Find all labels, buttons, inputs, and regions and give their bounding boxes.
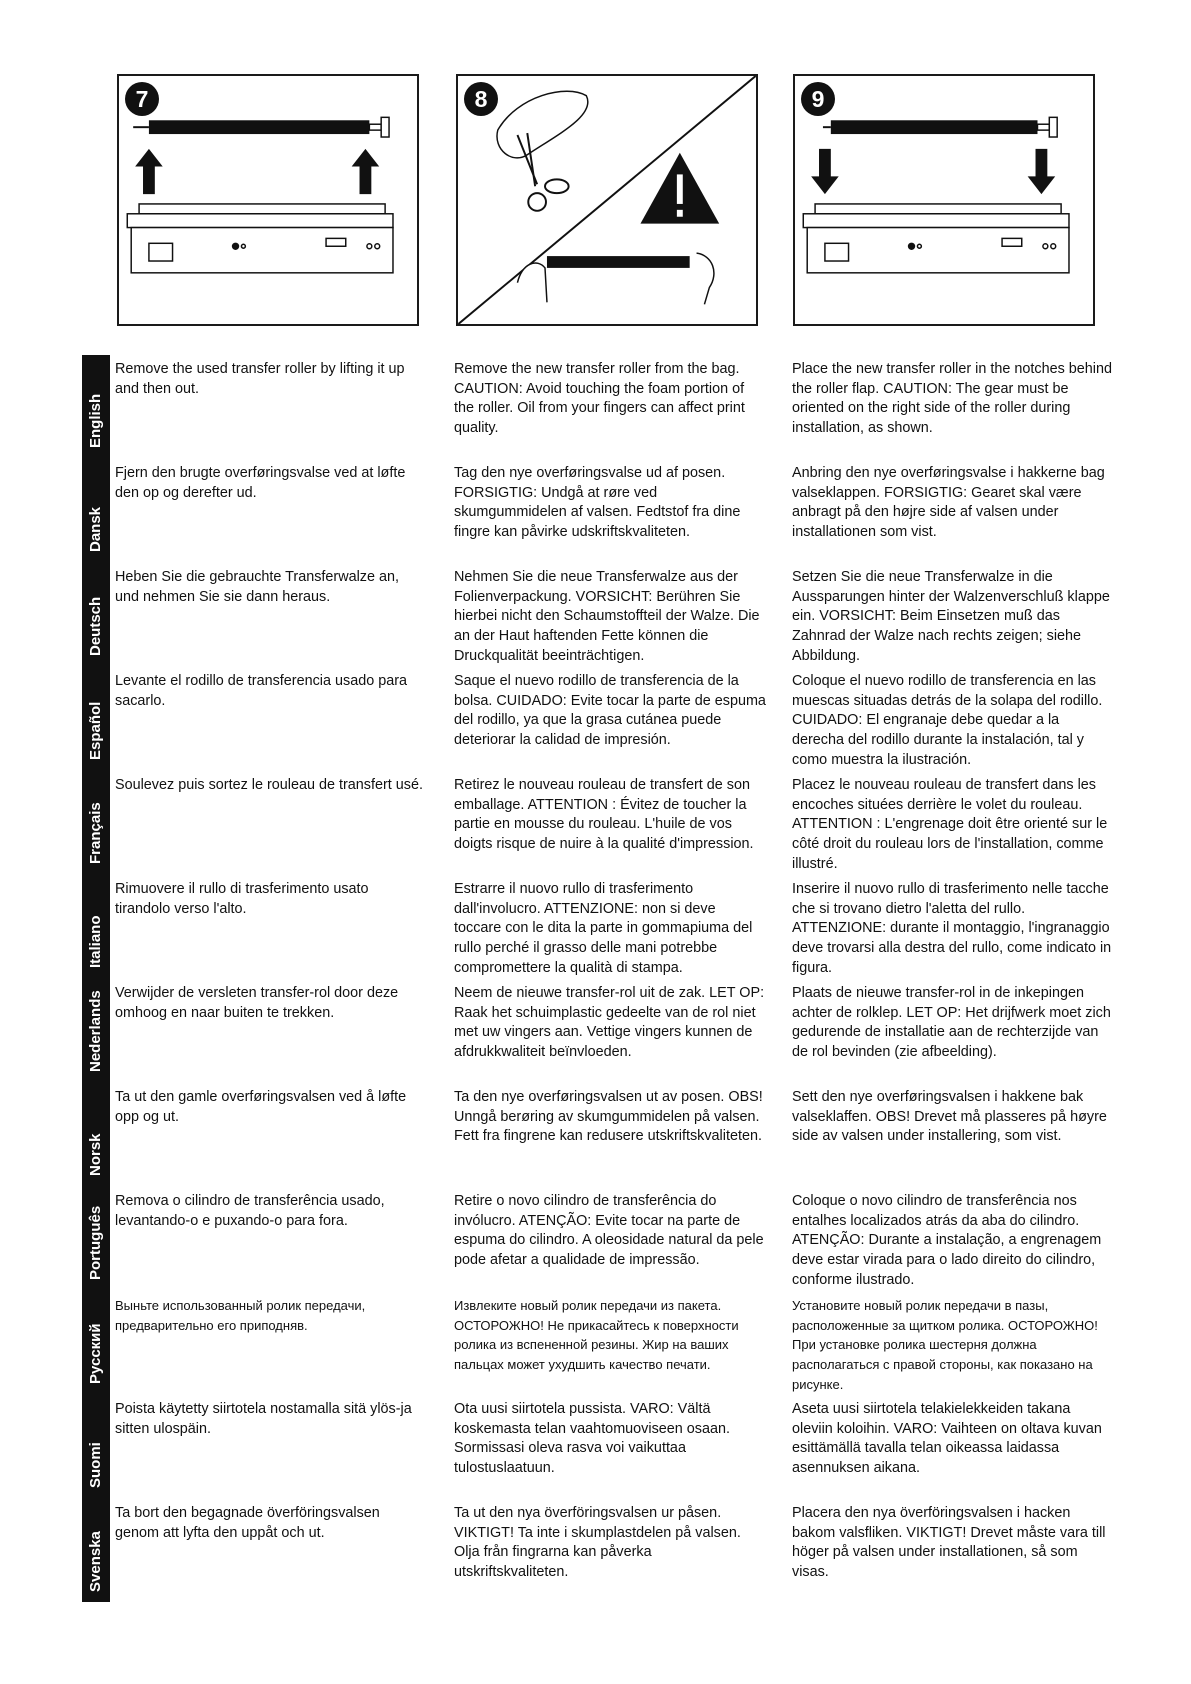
step-7-text: Ta bort den begagnade överföringsvalsen genom att lyfta den uppåt och ut. <box>115 1505 380 1541</box>
figure-step-8 <box>456 74 758 326</box>
step-7-text: Remove the used transfer roller by lifting it up and then out. <box>115 361 405 397</box>
bag-icon <box>497 91 588 158</box>
step-7-text: Fjern den brugte overføringsvalse ved at løfte den op og derefter ud. <box>115 465 406 501</box>
step-9-text: Coloque el nuevo rodillo de transferencia en las muescas situadas detrás de la solapa del rodillo. CUIDADO: El engranaje debe quedar a la derecha del rodillo durante la instalación, tal y como muestra la ilustración. <box>792 673 1103 768</box>
language-label: Deutsch <box>87 596 104 656</box>
down-arrow-icon <box>811 149 839 194</box>
step-7-text: Poista käytetty siirtotela nostamalla sitä ylös-ja sitten ulospäin. <box>115 1401 412 1437</box>
figure-step-9 <box>793 74 1095 326</box>
step-number-badge: 7 <box>125 82 159 116</box>
step-8-text: Ta den nye overføringsvalsen ut av posen. OBS! Unngå berøring av skumgummidelen på valsen. Fett fra fingrene kan redusere utskriftskvaliteten. <box>454 1089 763 1145</box>
step-9-text: Place the new transfer roller in the notches behind the roller flap. CAUTION: The gear must be oriented on the right side of the roller during installation, as shown. <box>792 361 1112 437</box>
transfer-roller <box>149 120 369 134</box>
roller-gear <box>381 117 389 137</box>
step-number-badge: 9 <box>801 82 835 116</box>
step-8-text: Saque el nuevo rodillo de transferencia de la bolsa. CUIDADO: Evite tocar la parte de espuma del rodillo, ya que la grasa cutánea puede deteriorar la calidad de impresión. <box>454 673 766 749</box>
step-7-text: Soulevez puis sortez le rouleau de transfert usé. <box>115 777 423 793</box>
step-7-text: Remova o cilindro de transferência usado, levantando-o e puxando-o para fora. <box>115 1193 385 1229</box>
step-8-text: Nehmen Sie die neue Transferwalze aus der Folienverpackung. VORSICHT: Berühren Sie hierbei nicht den Schaumstoffteil der Walze. Die an der Haut haftenden Fette können die Druckqualität beeinträchtigen. <box>454 569 760 664</box>
step-8-text: Tag den nye overføringsvalse ud af posen. FORSIGTIG: Undgå at røre ved skumgummidelen af valsen. Fedtstof fra dine fingre kan påvirke udskriftskvaliteten. <box>454 465 741 541</box>
step-number-badge: 8 <box>464 82 498 116</box>
step-8-text: Neem de nieuwe transfer-rol uit de zak. LET OP: Raak het schuimplastic gedeelte van de rol niet met uw vingers aan. Vettige vingers kunnen de afdrukkwaliteit beïnvloeden. <box>454 985 765 1061</box>
step-7-text: Rimuovere il rullo di trasferimento usato tirandolo verso l'alto. <box>115 881 369 917</box>
step-8-text: Remove the new transfer roller from the bag. CAUTION: Avoid touching the foam portion of the roller. Oil from your fingers can affect print quality. <box>454 361 745 437</box>
step-9-text: Aseta uusi siirtotela telakielekkeiden takana oleviin koloihin. VARO: Vaihteen on oltava kuvan esittämällä tavalla telan oikeassa laidassa asennuksen aikana. <box>792 1401 1102 1477</box>
hand-icon <box>697 253 714 304</box>
transfer-roller <box>547 256 690 268</box>
step-9-text: Placez le nouveau rouleau de transfert dans les encoches situées derrière le volet du rouleau. ATTENTION : L'engrenage doit être orienté sur le côté droit du rouleau lors de l'installation, comme illustré. <box>792 777 1108 872</box>
step-8-text: Извлеките новый ролик передачи из пакета. ОСТОРОЖНО! Не прикасайтесь к поверхности ролика из вспененной резины. Жир на ваших пальцах может ухудшить качество печати. <box>454 1298 739 1373</box>
install-roller-illustration <box>795 76 1093 324</box>
language-label: English <box>87 393 104 448</box>
step-9-text: Anbring den nye overføringsvalse i hakkerne bag valseklappen. FORSIGTIG: Gearet skal være anbragt på den højre side af valsen under installationen som vist. <box>792 465 1105 541</box>
language-label: Suomi <box>87 1442 104 1488</box>
language-label: Español <box>87 701 104 760</box>
step-7-text: Heben Sie die gebrauchte Transferwalze an, und nehmen Sie sie dann heraus. <box>115 569 399 605</box>
down-arrow-icon <box>1028 149 1056 194</box>
remove-roller-illustration <box>119 76 417 324</box>
step-9-text: Inserire il nuovo rullo di trasferimento nelle tacche che si trovano dietro l'aletta del rullo. ATTENZIONE: durante il montaggio, l'ingranaggio deve trovarsi alla destra del rullo, come indicato in figura. <box>792 881 1112 976</box>
up-arrow-icon <box>352 149 380 194</box>
transfer-roller <box>831 120 1038 134</box>
step-7-text: Ta ut den gamle overføringsvalsen ved å løfte opp og ut. <box>115 1089 407 1125</box>
step-7-text: Verwijder de versleten transfer-rol door deze omhoog en naar buiten te trekken. <box>115 985 399 1021</box>
language-label: Dansk <box>87 506 104 552</box>
language-label: Português <box>87 1205 104 1280</box>
unpack-roller-illustration <box>458 76 756 324</box>
step-8-text: Estrarre il nuovo rullo di trasferimento dall'involucro. ATTENZIONE: non si deve toccare con le dita la parte in gommapiuma del rullo perché il grasso delle mani potrebbe compromettere la qualità di stampa. <box>454 881 753 976</box>
step-8-text: Ota uusi siirtotela pussista. VARO: Vältä koskemasta telan vaahtomuoviseen osaan. Sormissasi oleva rasva voi vaikuttaa tulostuslaatuun. <box>454 1401 730 1477</box>
step-9-text: Установите новый ролик передачи в пазы, расположенные за щитком ролика. ОСТОРОЖНО! При установке ролика шестерня должна располагаться с правой стороны, как показано на рисунке. <box>792 1298 1098 1392</box>
step-7-text: Выньте использованный ролик передачи, предварительно его приподняв. <box>115 1298 366 1333</box>
step-8-text: Retire o novo cilindro de transferência do invólucro. ATENÇÃO: Evite tocar na parte de espuma do cilindro. A oleosidade natural da pele pode afetar a qualidade de impressão. <box>454 1193 764 1269</box>
figure-step-7 <box>117 74 419 326</box>
step-9-text: Setzen Sie die neue Transferwalze in die Aussparungen hinter der Walzenverschluß klappe ein. VORSICHT: Beim Einsetzen muß das Zahnrad der Walze nach rechts zeigen; siehe Abbildung. <box>792 569 1110 664</box>
step-8-text: Retirez le nouveau rouleau de transfert de son emballage. ATTENTION : Évitez de toucher la partie en mousse du rouleau. L'huile de vos doigts risque de nuire à la qualité d'impression. <box>454 777 754 853</box>
printer-cavity-icon <box>803 204 1069 273</box>
step-8-text: Ta ut den nya överföringsvalsen ur påsen. VIKTIGT! Ta inte i skumplastdelen på valsen. Olja från fingrarna kan påverka utskriftskvaliteten. <box>454 1505 741 1581</box>
language-label: Русский <box>87 1323 104 1384</box>
step-7-text: Levante el rodillo de transferencia usado para sacarlo. <box>115 673 408 709</box>
up-arrow-icon <box>135 149 163 194</box>
step-9-text: Plaats de nieuwe transfer-rol in de inkepingen achter de rolklep. LET OP: Het drijfwerk moet zich gedurende de installatie aan de rechterzijde van de rol bevinden (zie afbeelding). <box>792 985 1111 1061</box>
language-label: Français <box>87 802 104 864</box>
step-9-text: Sett den nye overføringsvalsen i hakkene bak valseklaffen. OBS! Drevet må plasseres på høyre side av valsen under installering, som vist. <box>792 1089 1107 1145</box>
language-label: Italiano <box>87 915 104 968</box>
step-9-text: Placera den nya överföringsvalsen i hacken bakom valsfliken. VIKTIGT! Drevet måste vara till höger på valsen under installationen, så som visas. <box>792 1505 1106 1581</box>
printer-cavity-icon <box>127 204 393 273</box>
hand-icon <box>517 263 547 302</box>
language-label: Norsk <box>87 1133 104 1176</box>
language-label: Svenska <box>87 1531 104 1592</box>
step-9-text: Coloque o novo cilindro de transferência nos entalhes localizados atrás da aba do cilindro. ATENÇÃO: Durante a instalação, a engrenagem deve estar virada para o lado direito do cilindro, conforme ilustrado. <box>792 1193 1102 1288</box>
language-label: Nederlands <box>87 990 104 1072</box>
roller-gear <box>1049 117 1057 137</box>
